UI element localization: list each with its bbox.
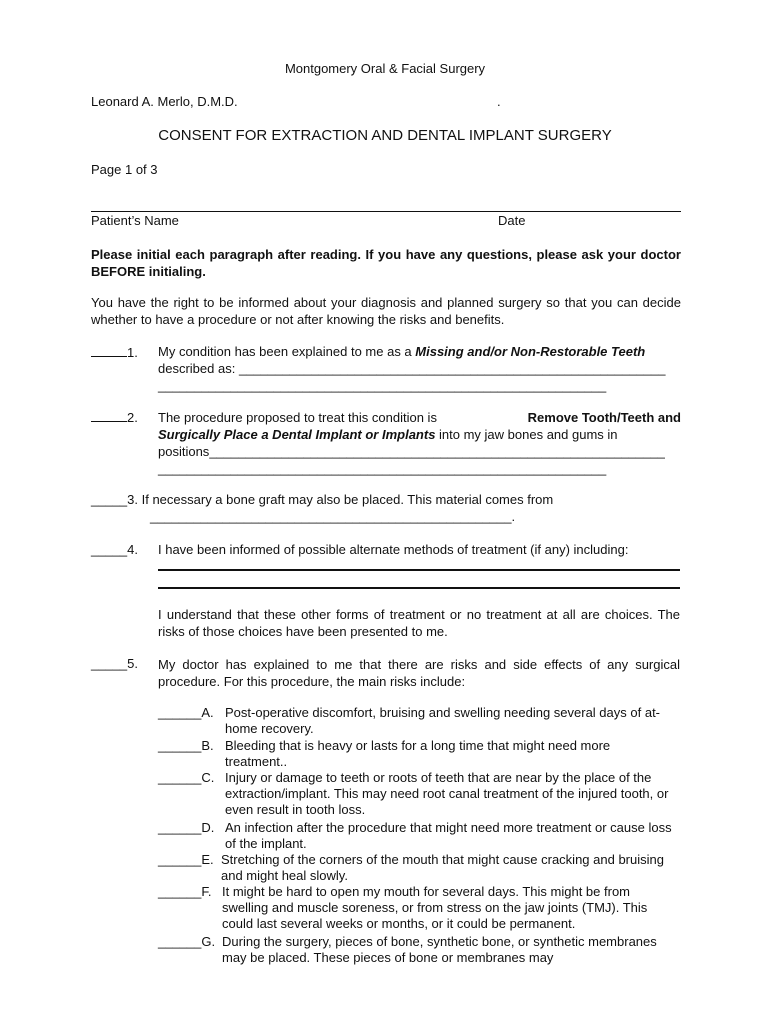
- page-number: Page 1 of 3: [91, 162, 158, 177]
- instructions: Please initial each paragraph after reading. If you have any questions, please ask your doctor BEFORE initialing.: [91, 247, 681, 279]
- patient-signature-line[interactable]: [91, 211, 681, 212]
- item-3-blank[interactable]: __________________________________________________.: [150, 509, 516, 524]
- item-2-number: 2.: [91, 409, 138, 425]
- intro-paragraph: You have the right to be informed about your diagnosis and planned surgery so that you can decide whether to have a procedure or not after knowing the risks and benefits.: [91, 295, 681, 327]
- item-1-initial-blank[interactable]: [91, 344, 127, 357]
- item-2-text-block: [158, 409, 681, 477]
- risk-item: [158, 770, 678, 820]
- doctor-line-dot: .: [497, 94, 501, 109]
- risk-initial-blank[interactable]: ______G.: [158, 934, 216, 949]
- item-1-text: My condition has been explained to me as a: [158, 344, 416, 359]
- item-2-positions-label: positions: [158, 444, 210, 459]
- item-2-initial-blank[interactable]: [91, 409, 127, 422]
- item-2-procedure-b: Surgically Place a Dental Implant or Implants: [158, 427, 436, 442]
- item-5-text: My doctor has explained to me that there are risks and side effects of any surgical procedure. For this procedure, the main risks include:: [158, 657, 680, 689]
- item-2-text-cont: into my jaw bones and gums in: [435, 427, 618, 442]
- risk-initial-blank[interactable]: ______D.: [158, 820, 215, 835]
- risk-item: [158, 884, 678, 934]
- risk-text: An infection after the procedure that might need more treatment or cause loss of the implant.: [225, 820, 672, 851]
- item-1-line-2: [158, 361, 666, 376]
- risk-text: Post-operative discomfort, bruising and swelling needing several days of at-home recovery.: [225, 705, 661, 736]
- item-3-line-1: [91, 492, 553, 507]
- item-4-line-2[interactable]: [158, 587, 680, 589]
- item-1-line-1: [158, 344, 645, 359]
- risk-item: [158, 934, 678, 968]
- practice-name: Montgomery Oral & Facial Surgery: [284, 61, 486, 76]
- risk-text: It might be hard to open my mouth for several days. This might be from swelling and muscle soreness, or from stress on the jaw joints (TMJ). This could last several weeks or months, or it could be permanent.: [222, 884, 648, 931]
- item-1-number: 1.: [91, 344, 138, 360]
- doctor-name: Leonard A. Merlo, D.M.D.: [91, 94, 238, 109]
- item-1-line-3-blank[interactable]: ______________________________________________________________: [158, 378, 607, 393]
- risk-text: Bleeding that is heavy or lasts for a long time that might need more treatment..: [225, 738, 611, 769]
- risk-initial-blank[interactable]: ______C.: [158, 770, 215, 785]
- item-4-text: I have been informed of possible alternate methods of treatment (if any) including:: [158, 542, 629, 557]
- item-4-line-1[interactable]: [158, 569, 680, 571]
- date-label: Date: [498, 213, 526, 228]
- risk-text: Injury or damage to teeth or roots of teeth that are near by the place of the extraction/implant. This may need root canal treatment of the injured tooth, or even result in tooth loss.: [225, 770, 669, 817]
- item-2-line-3: [158, 443, 681, 460]
- item-4-initial-blank[interactable]: _____4.: [91, 542, 138, 557]
- item-2-positions-blank[interactable]: _______________________________________________________________: [209, 444, 665, 459]
- document-title: CONSENT FOR EXTRACTION AND DENTAL IMPLANT SURGERY: [158, 127, 612, 144]
- item-3-text: If necessary a bone graft may also be placed. This material comes from: [138, 492, 554, 507]
- item-5-initial-blank[interactable]: _____5.: [91, 656, 138, 671]
- risk-item: [158, 852, 678, 886]
- item-1-described-label: described as:: [158, 361, 239, 376]
- item-1-described-blank[interactable]: ___________________________________________________________: [238, 361, 666, 376]
- item-3-initial-blank[interactable]: _____3.: [91, 492, 138, 507]
- risk-item: [158, 738, 678, 772]
- risk-initial-blank[interactable]: ______E.: [158, 852, 214, 867]
- patient-name-label: Patient’s Name: [91, 213, 179, 228]
- risk-text: During the surgery, pieces of bone, synthetic bone, or synthetic membranes may be placed. These pieces of bone or membranes may: [222, 934, 657, 965]
- item-1-condition: Missing and/or Non-Restorable Teeth: [415, 344, 646, 359]
- risk-initial-blank[interactable]: ______F.: [158, 884, 212, 899]
- item-2-procedure-a: Remove Tooth/Teeth and: [527, 410, 681, 425]
- item-4-understand: I understand that these other forms of treatment or no treatment at all are choices. The risks of those choices have been presented to me.: [158, 607, 680, 639]
- risk-item: [158, 705, 678, 739]
- item-2-line-2: [158, 426, 681, 443]
- item-2-text: The procedure proposed to treat this condition is: [158, 410, 437, 425]
- risk-text: Stretching of the corners of the mouth that might cause cracking and bruising and might heal slowly.: [221, 852, 664, 883]
- item-2-line-4-blank[interactable]: ______________________________________________________________: [158, 461, 607, 476]
- risk-initial-blank[interactable]: ______A.: [158, 705, 214, 720]
- risk-initial-blank[interactable]: ______B.: [158, 738, 214, 753]
- risk-item: [158, 820, 678, 854]
- item-2-line-1: [158, 409, 681, 426]
